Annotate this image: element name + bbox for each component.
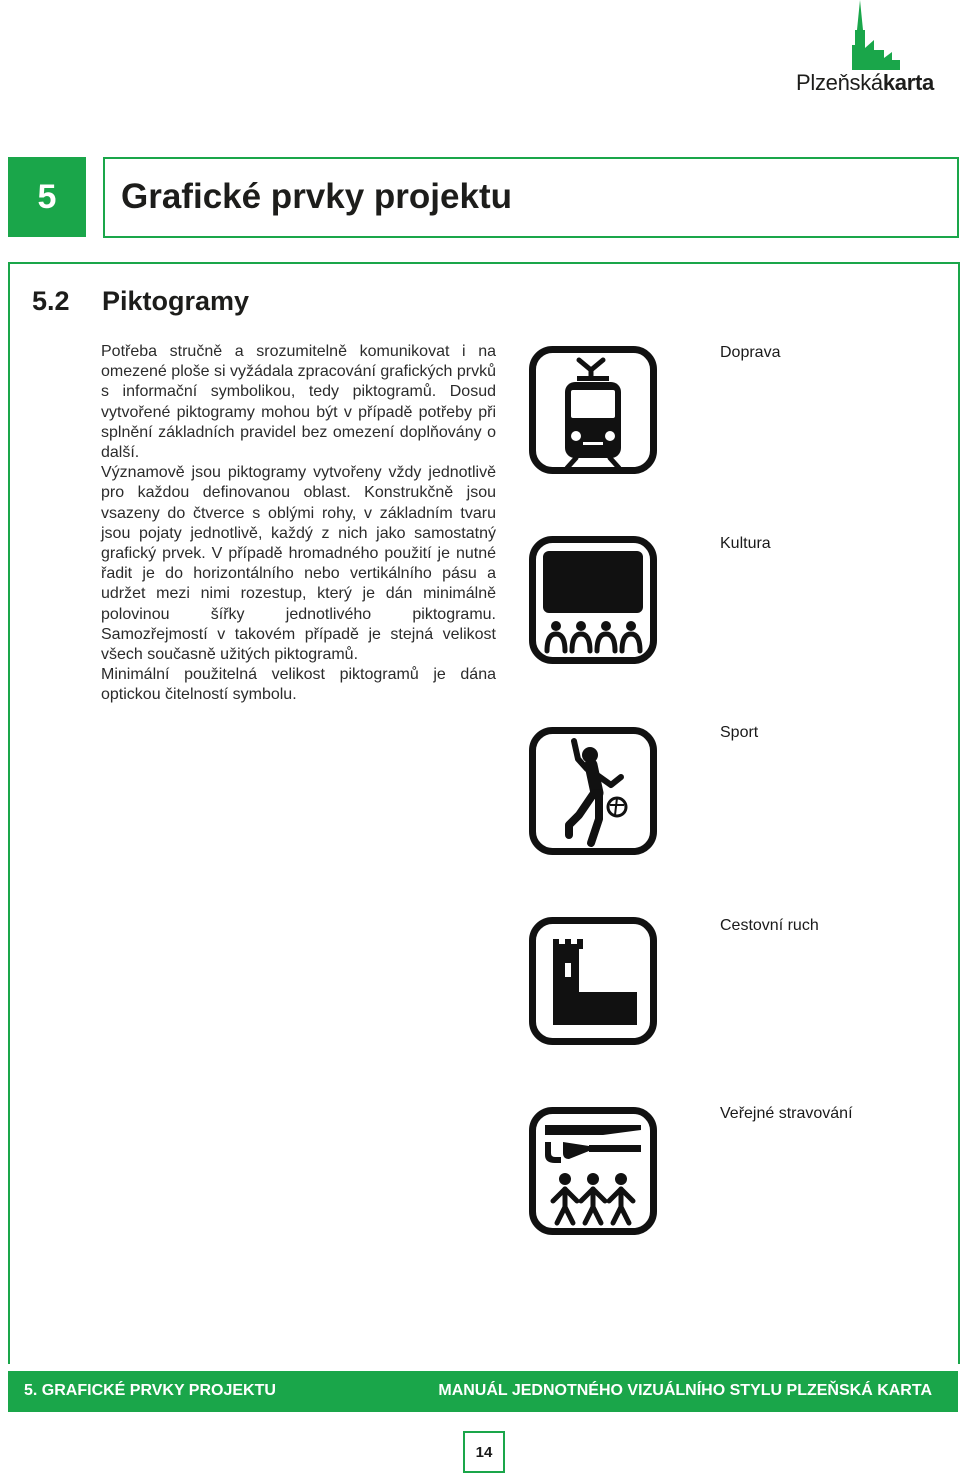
body-paragraph: Významově jsou piktogramy vytvořeny vždy jednotlivě pro každou definovanou oblast. Konstrukčně jsou vsazeny do čtverce s oblými rohy, v základním tvaru jsou pojaty jednotlivě, každý z nich jako samostatný grafický prvek. V případě hromadného použití je nutné řadit je do horizontálního nebo vertikálního pásu a udržet mezi nimi rozestup, který je dán minimálně polovinou šířky jednotlivého piktogramu. Samozřejmostí v takovém případě je stejná velikost všech současně užitých piktogramů. (101, 464, 496, 664)
chapter-number: 5 (8, 157, 86, 237)
pictogram-label-kultura: Kultura (720, 535, 771, 552)
page-number: 14 (463, 1431, 505, 1473)
footer-manual-title: MANUÁL JEDNOTNÉHO VIZUÁLNÍHO STYLU PLZEŇSKÁ KARTA (438, 1382, 932, 1399)
knife-fork-people-icon (529, 1107, 657, 1235)
chapter-title: Grafické prvky projektu (121, 177, 512, 216)
pictogram-label-doprava: Doprava (720, 344, 781, 361)
plzenska-karta-logo (796, 0, 960, 110)
theatre-audience-icon (529, 536, 657, 664)
pictogram-label-cestovni-ruch: Cestovní ruch (720, 917, 819, 934)
pictogram-sport (529, 727, 657, 855)
pictogram-label-sport: Sport (720, 724, 759, 741)
pictogram-cestovni-ruch (529, 917, 657, 1045)
body-paragraph: Minimální použitelná velikost piktogramů je dána optickou čitelností symbolu. (101, 666, 496, 704)
logo-wordmark: Plzeňskákarta (796, 70, 934, 95)
footer-chapter: 5. GRAFICKÉ PRVKY PROJEKTU (24, 1382, 276, 1399)
tram-icon (529, 346, 657, 474)
cathedral-icon (840, 0, 902, 70)
athlete-ball-icon (529, 727, 657, 855)
footer-bar (8, 1371, 958, 1412)
chapter-title-box (103, 157, 959, 238)
body-text (101, 342, 496, 706)
pictogram-doprava (529, 346, 657, 474)
castle-tower-icon (529, 917, 657, 1045)
section-number: 5.2 (32, 286, 70, 316)
pictogram-kultura (529, 536, 657, 664)
pictogram-verejne-stravovani (529, 1107, 657, 1235)
section-title-text: Piktogramy (102, 286, 250, 316)
section-title (32, 286, 249, 317)
body-paragraph: Potřeba stručně a srozumitelně komunikovat i na omezené ploše si vyžádala zpracování grafických prvků s informační symbolikou, tedy piktogramů. Dosud vytvořené piktogramy mohou být v případě potřeby při splnění základních pravidel bez omezení doplňovány o další. (101, 343, 496, 462)
pictogram-label-verejne-stravovani: Veřejné stravování (720, 1105, 853, 1122)
